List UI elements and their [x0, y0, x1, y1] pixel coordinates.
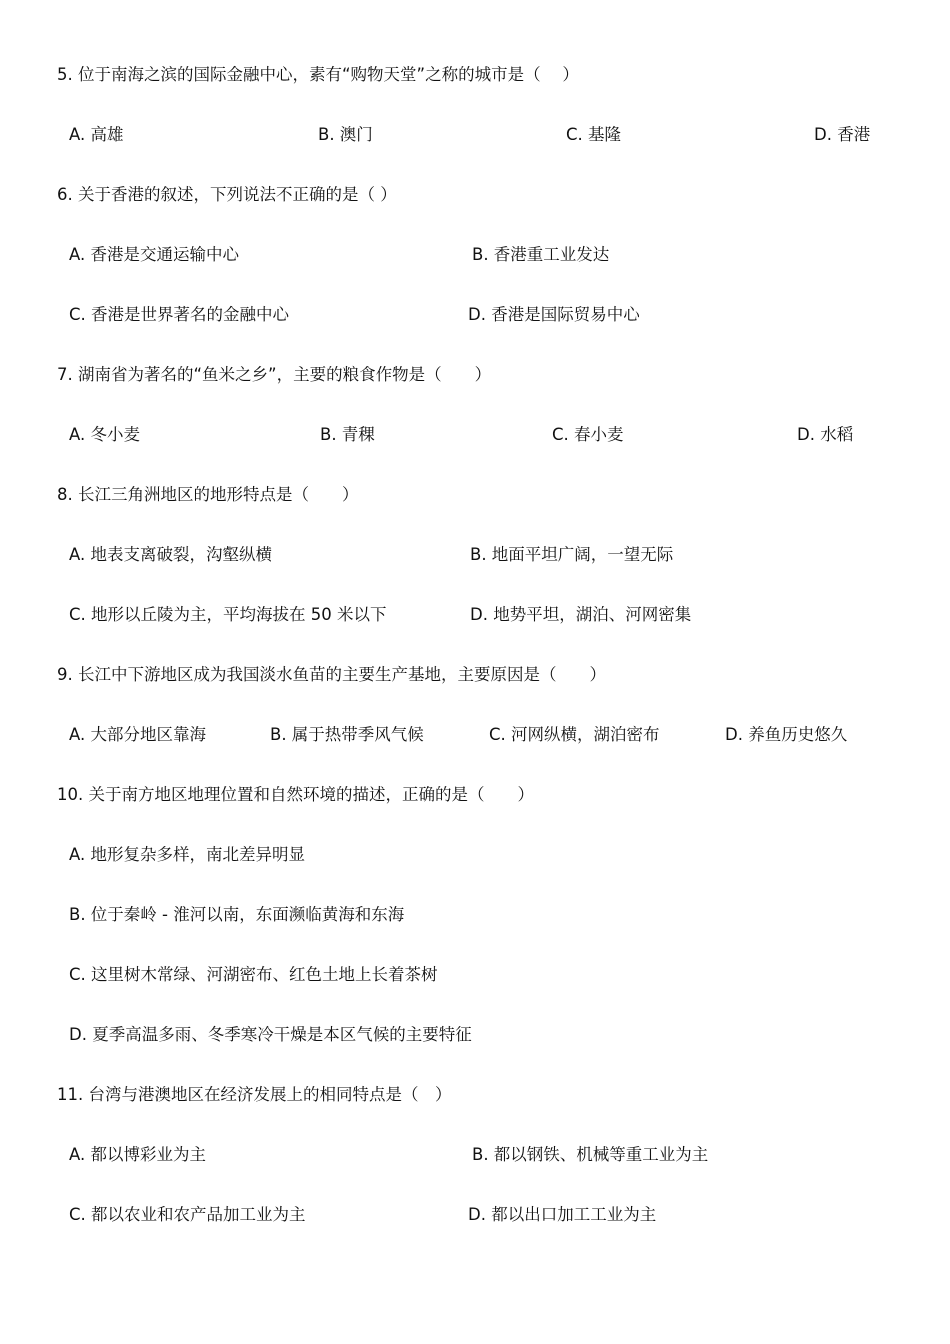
question-7-option-b: B. 青稞 [320, 425, 375, 444]
question-10-stem: 10. 关于南方地区地理位置和自然环境的描述，正确的是（ ） [57, 785, 534, 804]
question-7-option-c: C. 春小麦 [552, 425, 624, 444]
question-8-option-b: B. 地面平坦广阔，一望无际 [470, 545, 674, 564]
question-9-option-c: C. 河网纵横，湖泊密布 [489, 725, 660, 744]
question-11-option-b: B. 都以钢铁、机械等重工业为主 [472, 1145, 709, 1164]
question-8-option-c: C. 地形以丘陵为主，平均海拔在 50 米以下 [69, 605, 387, 624]
question-5-option-a: A. 高雄 [69, 125, 124, 144]
question-8-option-d: D. 地势平坦，湖泊、河网密集 [470, 605, 692, 624]
question-7-option-a: A. 冬小麦 [69, 425, 140, 444]
question-6-stem: 6. 关于香港的叙述，下列说法不正确的是（ ） [57, 185, 397, 204]
question-5-option-b: B. 澳门 [318, 125, 373, 144]
question-8-stem: 8. 长江三角洲地区的地形特点是（ ） [57, 485, 359, 504]
question-10-option-d: D. 夏季高温多雨、冬季寒冷干燥是本区气候的主要特征 [69, 1025, 472, 1044]
question-8-option-a: A. 地表支离破裂，沟壑纵横 [69, 545, 272, 564]
question-11-stem: 11. 台湾与港澳地区在经济发展上的相同特点是（ ） [57, 1085, 452, 1104]
question-9-option-a: A. 大部分地区靠海 [69, 725, 206, 744]
question-11-option-c: C. 都以农业和农产品加工业为主 [69, 1205, 306, 1224]
question-6-option-a: A. 香港是交通运输中心 [69, 245, 239, 264]
question-6-option-b: B. 香港重工业发达 [472, 245, 610, 264]
question-7-option-d: D. 水稻 [797, 425, 854, 444]
question-9-stem: 9. 长江中下游地区成为我国淡水鱼苗的主要生产基地，主要原因是（ ） [57, 665, 606, 684]
question-9-option-b: B. 属于热带季风气候 [270, 725, 424, 744]
question-6-option-d: D. 香港是国际贸易中心 [468, 305, 640, 324]
question-7-stem: 7. 湖南省为著名的“鱼米之乡”，主要的粮食作物是（ ） [57, 365, 492, 384]
question-5-option-c: C. 基隆 [566, 125, 622, 144]
question-5-stem: 5. 位于南海之滨的国际金融中心，素有“购物天堂”之称的城市是（ ） [57, 65, 579, 84]
question-10-option-a: A. 地形复杂多样，南北差异明显 [69, 845, 305, 864]
question-11-option-d: D. 都以出口加工工业为主 [468, 1205, 657, 1224]
question-6-option-c: C. 香港是世界著名的金融中心 [69, 305, 290, 324]
question-11-option-a: A. 都以博彩业为主 [69, 1145, 206, 1164]
question-9-option-d: D. 养鱼历史悠久 [725, 725, 848, 744]
question-10-option-b: B. 位于秦岭 - 淮河以南，东面濒临黄海和东海 [69, 905, 405, 924]
question-5-option-d: D. 香港 [814, 125, 871, 144]
question-10-option-c: C. 这里树木常绿、河湖密布、红色土地上长着茶树 [69, 965, 438, 984]
